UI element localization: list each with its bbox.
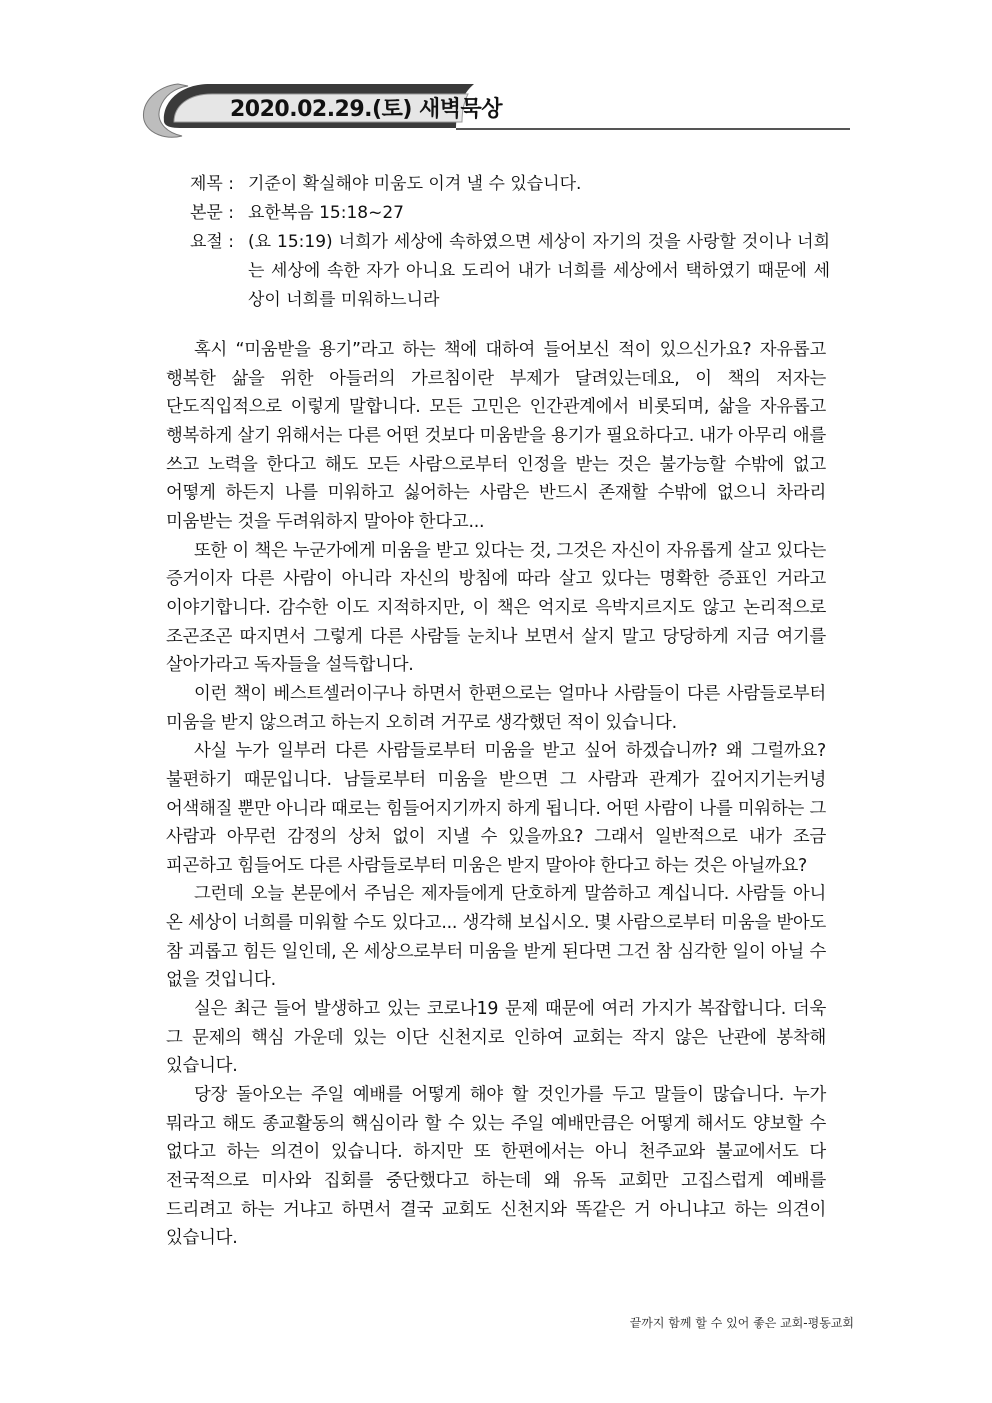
paragraph: 실은 최근 들어 발생하고 있는 코로나19 문제 때문에 여러 가지가 복잡합니다. 더욱 그 문제의 핵심 가운데 있는 이단 신천지로 인하여 교회는 작지 않은 난관에 봉착해 있습니다. xyxy=(166,999,826,1077)
meta-text-label: 본문 : xyxy=(190,203,234,223)
meta-verse-row xyxy=(190,228,830,315)
meta-verse-value: (요 15:19) 너희가 세상에 속하였으면 세상이 자기의 것을 사랑할 것이나 너희는 세상에 속한 자가 아니요 도리어 내가 너희를 세상에서 택하였기 때문에 세상이 너희를 미워하느니라 xyxy=(248,232,830,310)
page-header xyxy=(140,70,852,142)
meta-text-value: 요한복음 15:18~27 xyxy=(248,203,404,223)
meta-title-row xyxy=(190,170,830,199)
header-title: 2020.02.29.(토) 새벽묵상 xyxy=(230,97,503,122)
footer-church-motto: 끝까지 함께 할 수 있어 좋은 교회-평동교회 xyxy=(629,1316,854,1330)
meta-verse-label: 요절 : xyxy=(190,232,234,252)
meta-text-row xyxy=(190,199,830,228)
paragraph: 이런 책이 베스트셀러이구나 하면서 한편으로는 얼마나 사람들이 다른 사람들로부터 미움을 받지 않으려고 하는지 오히려 거꾸로 생각했던 적이 있습니다. xyxy=(166,683,826,733)
meta-title-value: 기준이 확실해야 미움도 이겨 낼 수 있습니다. xyxy=(248,174,582,194)
paragraph: 그런데 오늘 본문에서 주님은 제자들에게 단호하게 말씀하고 계십니다. 사람들 아니 온 세상이 너희를 미워할 수도 있다고... 생각해 보십시오. 몇 사람으로부터 미움을 받아도 참 괴롭고 힘든 일인데, 온 세상으로부터 미움을 받게 된다면 그건 참 심각한 일이 아닐 수 없을 것입니다. xyxy=(166,884,826,991)
paragraph: 혹시 “미움받을 용기”라고 하는 책에 대하여 들어보신 적이 있으신가요? 자유롭고 행복한 삶을 위한 아들러의 가르침이란 부제가 달려있는데요, 이 책의 저자는 단도직입적으로 이렇게 말합니다. 모든 고민은 인간관계에서 비롯되며, 삶을 자유롭고 행복하게 살기 위해서는 다른 어떤 것보다 미움받을 용기가 필요하다고. 내가 아무리 애를 쓰고 노력을 한다고 해도 모든 사람으로부터 인정을 받는 것은 불가능할 수밖에 없고 어떻게 하든지 나를 미워하고 싫어하는 사람은 반드시 존재할 수밖에 없으니 차라리 미움받는 것을 두려워하지 말아야 한다고... xyxy=(166,340,826,532)
paragraph: 당장 돌아오는 주일 예배를 어떻게 해야 할 것인가를 두고 말들이 많습니다. 누가 뭐라고 해도 종교활동의 핵심이라 할 수 있는 주일 예배만큼은 어떻게 해서도 양보할 수 없다고 하는 의견이 있습니다. 하지만 또 한편에서는 아니 천주교와 불교에서도 다 전국적으로 미사와 집회를 중단했다고 하는데 왜 유독 교회만 고집스럽게 예배를 드리려고 하는 거냐고 하면서 결국 교회도 신천지와 똑같은 거 아니냐고 하는 의견이 있습니다. xyxy=(166,1085,826,1249)
sermon-body xyxy=(166,336,826,1253)
meta-title-label: 제목 : xyxy=(190,174,234,194)
paragraph: 또한 이 책은 누군가에게 미움을 받고 있다는 것, 그것은 자신이 자유롭게 살고 있다는 증거이자 다른 사람이 아니라 자신의 방침에 따라 살고 있다는 명확한 증표인 거라고 이야기합니다. 감수한 이도 지적하지만, 이 책은 억지로 윽박지르지도 않고 논리적으로 조곤조곤 따지면서 그렇게 다른 사람들 눈치나 보면서 살지 말고 당당하게 지금 여기를 살아가라고 독자들을 설득합니다. xyxy=(166,540,826,676)
paragraph: 사실 누가 일부러 다른 사람들로부터 미움을 받고 싶어 하겠습니까? 왜 그럴까요? 불편하기 때문입니다. 남들로부터 미움을 받으면 그 사람과 관계가 깊어지기는커녕 어색해질 뿐만 아니라 때로는 힘들어지기까지 하게 됩니다. 어떤 사람이 나를 미워하는 그 사람과 아무런 감정의 상처 없이 지낼 수 있을까요? 그래서 일반적으로 내가 조금 피곤하고 힘들어도 다른 사람들로부터 미움은 받지 말아야 한다고 하는 것은 아닐까요? xyxy=(166,741,826,876)
sermon-meta xyxy=(190,170,830,315)
